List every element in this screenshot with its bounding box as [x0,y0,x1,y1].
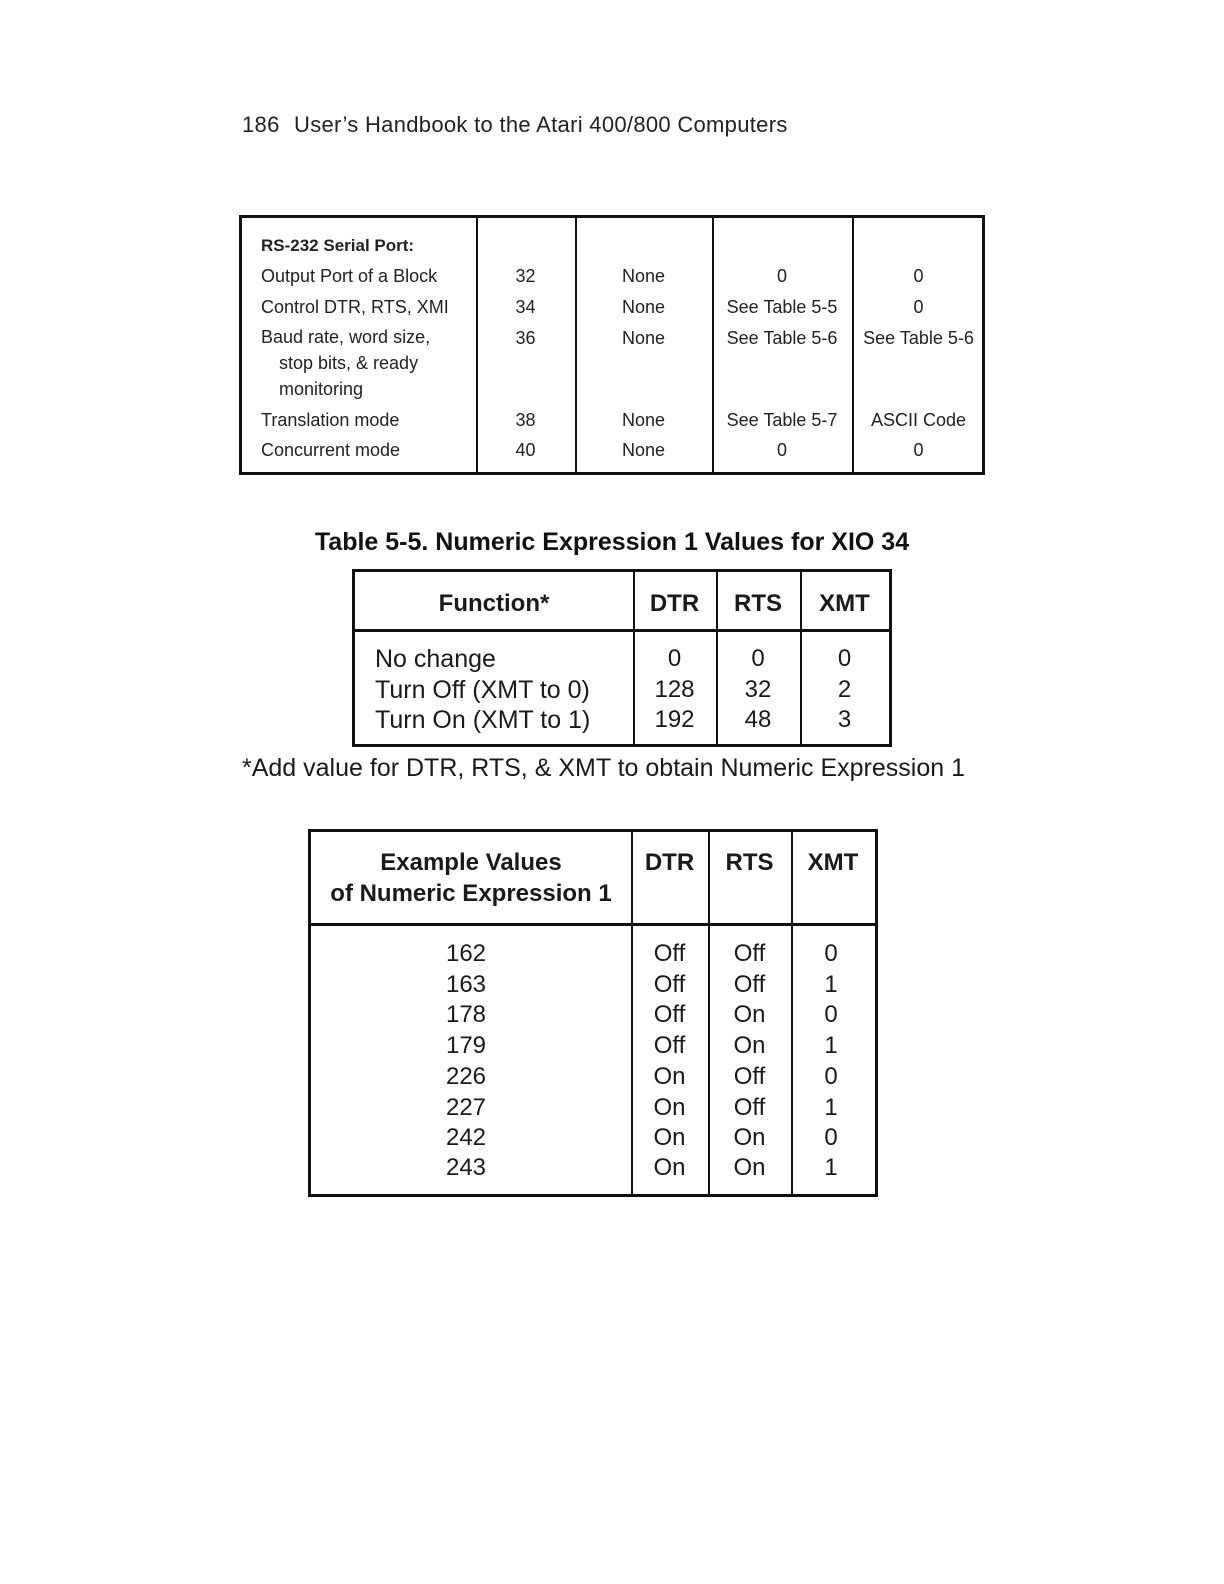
header-example-values [311,847,631,909]
row-code: 36 [515,328,536,348]
rs232-table [239,215,985,475]
row-value: 0 [776,440,787,460]
dtr-state: On [653,1124,686,1151]
label-line: monitoring [279,379,364,399]
example-value: 227 [445,1094,487,1121]
rts-state: On [733,1124,766,1151]
rts-value: 0 [751,645,765,672]
dtr-state: On [653,1063,686,1090]
row-value: See Table 5-5 [726,297,838,317]
rts-state: Off [733,971,766,998]
row-label [261,324,430,402]
example-value: 163 [445,971,487,998]
header-dtr: DTR [649,590,700,617]
rts-state: Off [733,1094,766,1121]
header-function: Function* [438,590,550,617]
label-line: Baud rate, word size, [261,327,431,347]
header-xmt: XMT [819,590,870,617]
row-value: 0 [913,266,924,286]
rts-state: Off [733,940,766,967]
row-code: 40 [515,440,536,460]
dtr-state: On [653,1094,686,1121]
row-value: 0 [913,297,924,317]
row-value: 0 [776,266,787,286]
running-head [242,112,788,138]
table-5-5 [352,569,892,747]
row-value: ASCII Code [870,410,967,430]
function-label: Turn On (XMT to 1) [375,706,591,734]
example-value: 162 [445,940,487,967]
header-divider [355,629,889,632]
header-dtr: DTR [644,849,695,876]
row-value: None [621,410,666,430]
book-title: User’s Handbook to the Atari 400/800 Computers [294,112,788,137]
xmt-state: 1 [824,971,838,998]
dtr-value: 192 [654,706,695,733]
label-line: stop bits, & ready [279,353,419,373]
row-value: None [621,440,666,460]
header-rts: RTS [725,849,774,876]
example-value: 178 [445,1001,487,1028]
section-title: RS-232 Serial Port: [261,236,415,255]
dtr-state: Off [653,1001,686,1028]
dtr-value: 128 [654,676,695,703]
rts-state: On [733,1032,766,1059]
xmt-state: 0 [824,940,838,967]
rts-value: 32 [744,676,772,703]
xmt-state: 0 [824,1001,838,1028]
xmt-state: 0 [824,1063,838,1090]
header-line: of Numeric Expression 1 [330,880,612,907]
row-value: None [621,297,666,317]
rts-value: 48 [744,706,772,733]
example-value: 179 [445,1032,487,1059]
xmt-state: 1 [824,1094,838,1121]
row-value: None [621,266,666,286]
xmt-value: 3 [837,706,852,733]
row-code: 38 [515,410,536,430]
dtr-value: 0 [667,645,682,672]
row-value: See Table 5-7 [726,410,838,430]
table-footnote: *Add value for DTR, RTS, & XMT to obtain Numeric Expression 1 [242,754,965,782]
rts-state: Off [733,1063,766,1090]
header-line: Example Values [380,849,562,876]
dtr-state: Off [653,940,686,967]
xmt-value: 0 [837,645,852,672]
row-label: Control DTR, RTS, XMI [261,297,449,317]
row-value: 0 [913,440,924,460]
dtr-state: On [653,1154,686,1181]
dtr-state: Off [653,1032,686,1059]
example-values-table [308,829,878,1197]
row-code: 34 [515,297,536,317]
xmt-value: 2 [837,676,852,703]
xmt-state: 0 [824,1124,838,1151]
table-5-5-caption: Table 5-5. Numeric Expression 1 Values for XIO 34 [314,528,910,556]
example-value: 226 [445,1063,487,1090]
row-value: See Table 5-6 [863,328,974,348]
function-label: No change [375,645,496,673]
example-value: 242 [445,1124,487,1151]
row-label: Concurrent mode [261,440,401,460]
xmt-state: 1 [824,1154,838,1181]
row-value: See Table 5-6 [726,328,838,348]
header-xmt: XMT [807,849,859,876]
dtr-state: Off [653,971,686,998]
xmt-state: 1 [824,1032,838,1059]
function-label: Turn Off (XMT to 0) [375,676,590,704]
row-value: None [621,328,666,348]
rts-state: On [733,1001,766,1028]
rts-state: On [733,1154,766,1181]
header-rts: RTS [734,590,782,617]
row-label: Output Port of a Block [261,266,438,286]
page-number: 186 [242,112,280,137]
row-label: Translation mode [261,410,400,430]
example-value: 243 [445,1154,487,1181]
row-code: 32 [515,266,536,286]
